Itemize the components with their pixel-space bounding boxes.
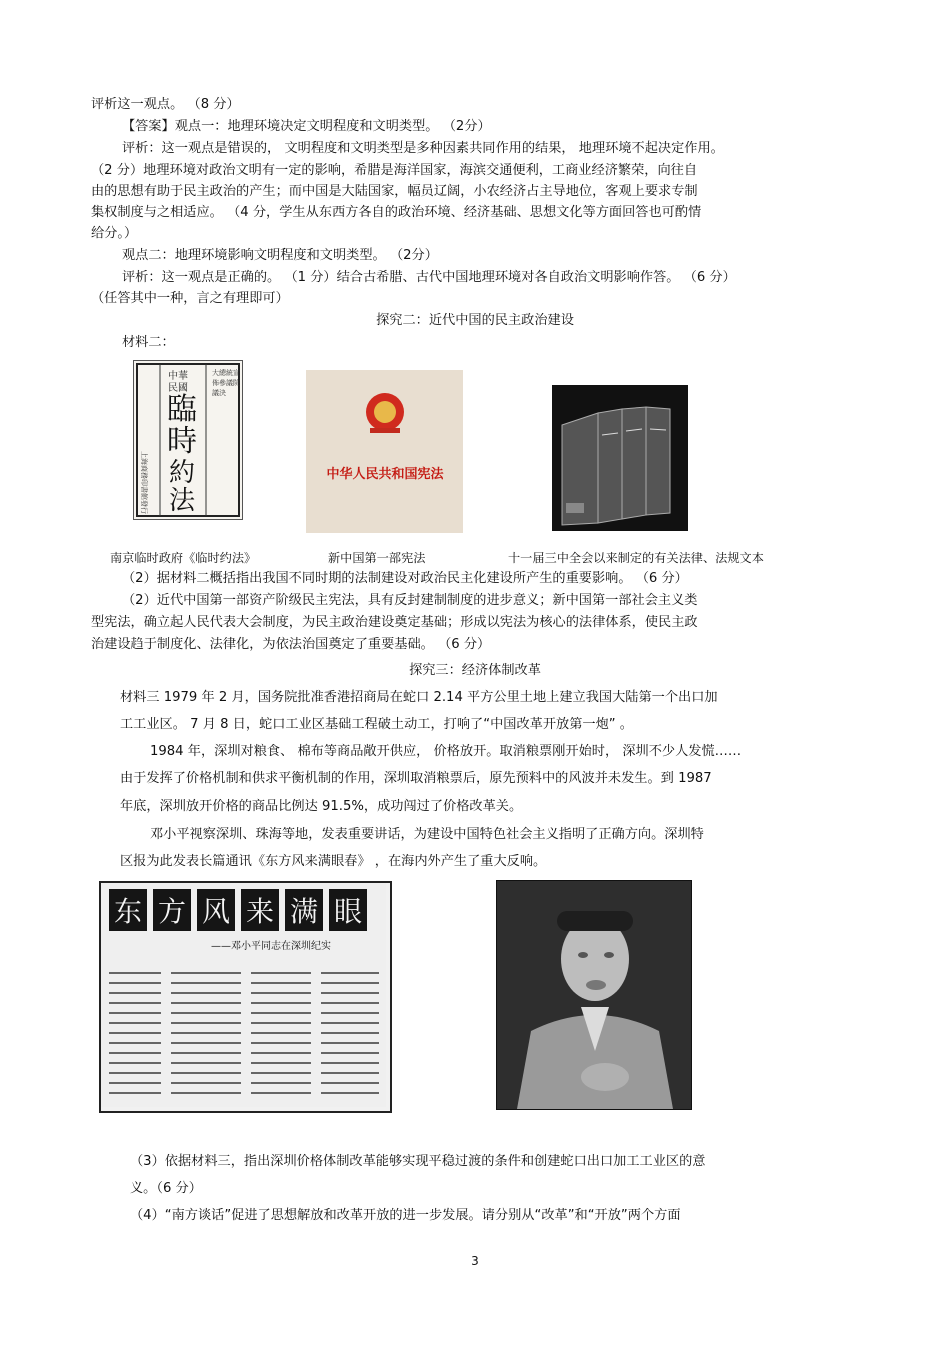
svg-text:——邓小平同志在深圳纪实: ——邓小平同志在深圳纪实 [211, 941, 331, 952]
svg-text:上海商務印書館發行: 上海商務印書館發行 [140, 451, 148, 514]
section-heading: 探究三：经济体制改革 [409, 663, 541, 678]
text-line: （2）近代中国第一部资产阶级民主宪法，具有反封建制制度的进步意义；新中国第一部社会主义类 [122, 593, 698, 608]
image-caption: 南京临时政府《临时约法》 [110, 551, 257, 565]
text-line: 评析这一观点。 （8 分） [91, 97, 240, 112]
text-line: （2 分）地理环境对政治文明有一定的影响，希腊是海洋国家，海滨交通便利，工商业经济繁荣，向往自 [91, 163, 698, 178]
question-line: （3）依据材料三，指出深圳价格体制改革能够实现平稳过渡的条件和创建蛇口出口加工工业区的意 [130, 1154, 706, 1169]
law-books-image [552, 385, 688, 531]
text-line: 由于发挥了价格机制和供求平衡机制的作用，深圳取消粮票后，原先预料中的风波并未发生。到 1987 [120, 771, 712, 786]
svg-text:方: 方 [157, 895, 187, 928]
svg-text:风: 风 [201, 895, 231, 928]
svg-text:時: 時 [167, 424, 197, 459]
svg-text:东: 东 [113, 895, 143, 928]
svg-text:满: 满 [289, 895, 319, 928]
text-line: 由的思想有助于民主政治的产生；而中国是大陆国家，幅员辽阔，小农经济占主导地位，客观上要求专制 [91, 184, 698, 199]
question-line: （4）“南方谈话”促进了思想解放和改革开放的进一步发展。请分别从“改革”和“开放”两个方面 [130, 1208, 681, 1223]
svg-text:中华人民共和国宪法: 中华人民共和国宪法 [326, 467, 444, 482]
text-line: 给分。） [91, 226, 138, 241]
svg-text:大總統宣: 大總統宣 [212, 369, 240, 377]
text-line: 型宪法，确立起人民代表大会制度，为民主政治建设奠定基础；形成以宪法为核心的法律体系，使民主政 [91, 615, 698, 630]
svg-text:佈參議院: 佈參議院 [212, 379, 240, 387]
deng-xiaoping-photo [496, 880, 692, 1110]
text-line: 治建设趋于制度化、法律化，为依法治国奠定了重要基础。 （6 分） [91, 637, 491, 652]
image-caption: 十一届三中全会以来制定的有关法律、法规文本 [508, 551, 764, 565]
svg-text:臨: 臨 [167, 392, 197, 427]
svg-text:議決: 議決 [212, 389, 226, 397]
provisional-constitution-image [133, 360, 243, 520]
text-line: 邓小平视察深圳、珠海等地，发表重要讲话，为建设中国特色社会主义指明了正确方向。深圳特 [150, 827, 704, 842]
newspaper-clipping-image [99, 881, 392, 1113]
svg-text:来: 来 [245, 895, 275, 928]
text-line: 材料二： [122, 335, 175, 350]
image-caption: 新中国第一部宪法 [328, 551, 426, 565]
constitution-1954-image [306, 370, 463, 533]
text-line: 评析：这一观点是错误的， 文明程度和文明类型是多种因素共同作用的结果， 地理环境不起决定作用。 [122, 141, 724, 156]
text-line: 区报为此发表长篇通讯《东方风来满眼春》 ，在海内外产生了重大反响。 [120, 854, 547, 869]
text-line: 年底，深圳放开价格的商品比例达 91.5%，成功闯过了价格改革关。 [120, 799, 523, 814]
text-line: 工工业区。 7 月 8 日，蛇口工业区基础工程破土动工，打响了“中国改革开放第一炮” 。 [120, 717, 633, 732]
text-line: 集权制度与之相适应。 （4 分，学生从东西方各自的政治环境、经济基础、思想文化等方面回答也可酌情 [91, 205, 702, 220]
svg-text:眼: 眼 [333, 895, 363, 928]
svg-text:約: 約 [168, 458, 196, 488]
text-line: （任答其中一种，言之有理即可） [91, 291, 289, 306]
svg-text:民國: 民國 [168, 383, 188, 394]
page-number: 3 [471, 1254, 479, 1268]
svg-text:法: 法 [168, 486, 196, 516]
text-line: 观点二：地理环境影响文明程度和文明类型。 （2分） [122, 248, 438, 263]
text-line: 材料三 1979 年 2 月，国务院批准香港招商局在蛇口 2.14 平方公里土地上建立我国大陆第一个出口加 [120, 690, 718, 705]
text-line: 1984 年，深圳对粮食、 棉布等商品敞开供应， 价格放开。取消粮票刚开始时， 深圳不少人发慌…… [150, 744, 742, 759]
text-line: 【答案】观点一：地理环境决定文明程度和文明类型。 （2分） [122, 119, 491, 134]
svg-text:中華: 中華 [168, 371, 188, 382]
text-line: 评析：这一观点是正确的。 （1 分）结合古希腊、古代中国地理环境对各自政治文明影响作答。 （6 分） [122, 270, 736, 285]
section-heading: 探究二：近代中国的民主政治建设 [376, 313, 574, 328]
question-line: （2）据材料二概括指出我国不同时期的法制建设对政治民主化建设所产生的重要影响。 （6 分） [122, 571, 688, 586]
text-line: 义。（6 分） [130, 1181, 202, 1196]
